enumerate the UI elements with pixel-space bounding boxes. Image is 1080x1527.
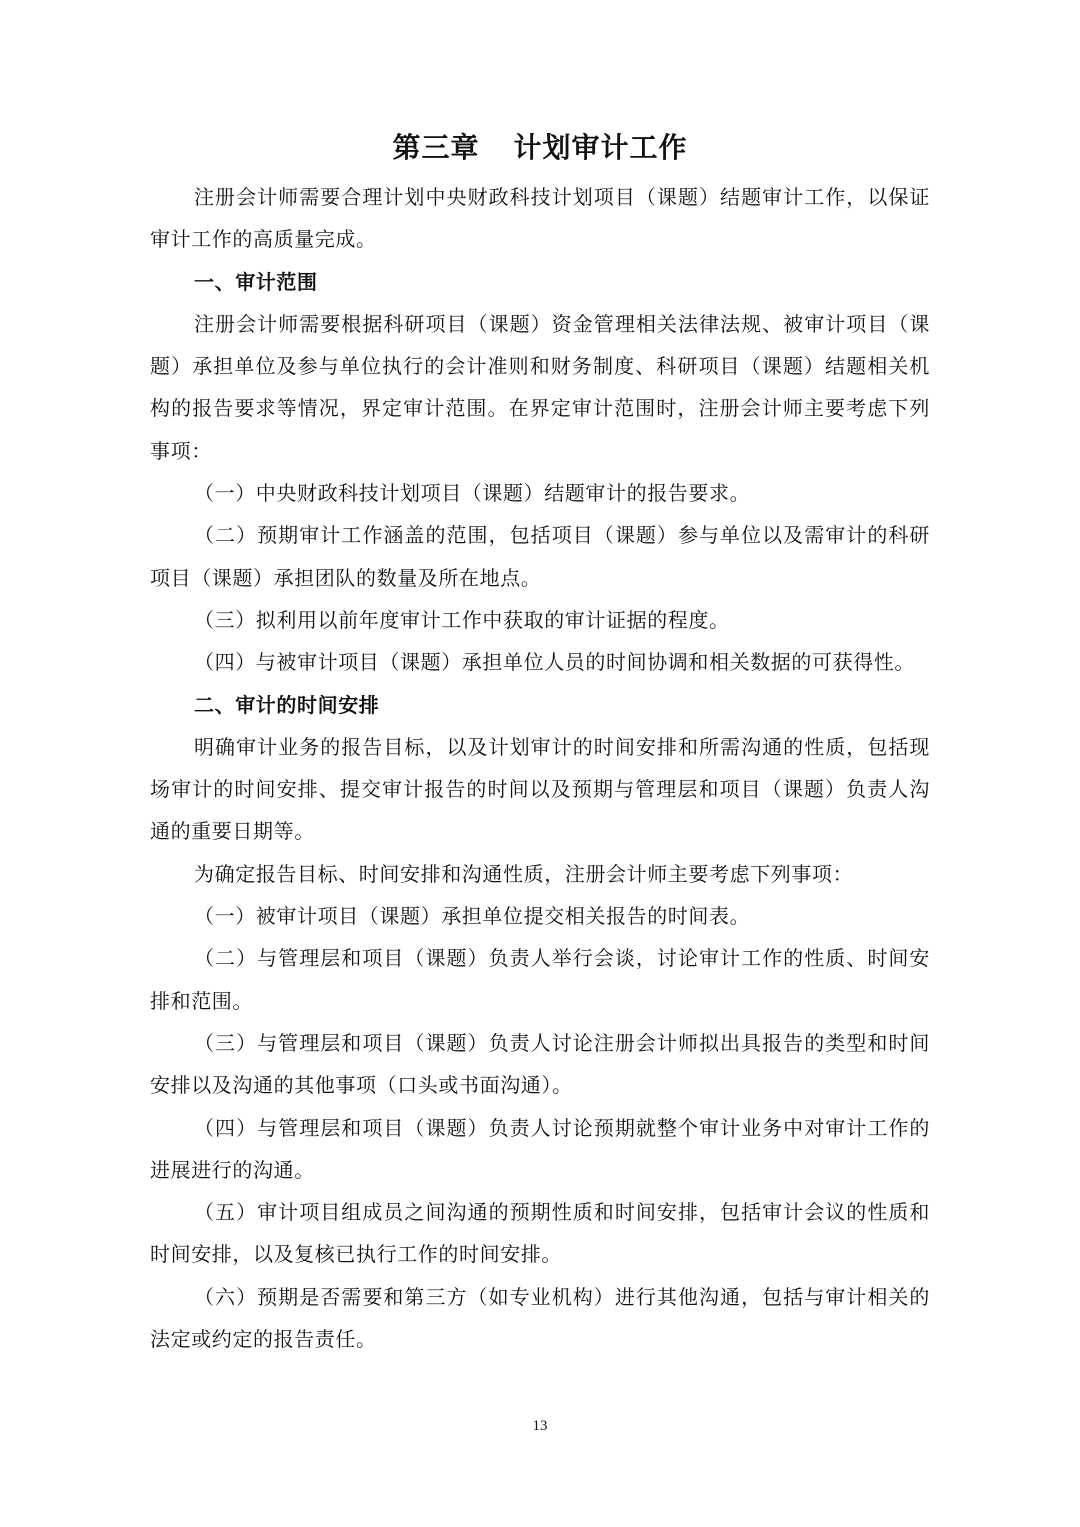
scope-item-1: （一）中央财政科技计划项目（课题）结题审计的报告要求。 [194,481,751,506]
timing-item-2: （二）与管理层和项目（课题）负责人举行会谈，讨论审计工作的性质、时间安排和范围。 [150,946,930,1013]
timing-item-6: （六）预期是否需要和第三方（如专业机构）进行其他沟通，包括与审计相关的法定或约定的报告责任。 [150,1284,930,1352]
page-content [150,126,930,1360]
section-heading-audit-scope: 一、审计范围 [194,269,318,294]
section-heading-audit-timing: 二、审计的时间安排 [194,692,380,717]
timing-paragraph-1: 明确审计业务的报告目标，以及计划审计的时间安排和所需沟通的性质，包括现场审计的时间安排、提交审计报告的时间以及预期与管理层和项目（课题）负责人沟通的重要日期等。 [150,734,930,844]
chapter-name: 计划审计工作 [513,131,688,164]
scope-item-4: （四）与被审计项目（课题）承担单位人员的时间协调和相关数据的可获得性。 [194,650,915,675]
timing-item-5: （五）审计项目组成员之间沟通的预期性质和时间安排，包括审计会议的性质和时间安排，以及复核已执行工作的时间安排。 [150,1200,930,1267]
timing-item-3: （三）与管理层和项目（课题）负责人讨论注册会计师拟出具报告的类型和时间安排以及沟通的其他事项（口头或书面沟通）。 [150,1030,930,1098]
timing-paragraph-2: 为确定报告目标、时间安排和沟通性质，注册会计师主要考虑下列事项： [194,861,854,886]
intro-paragraph: 注册会计师需要合理计划中央财政科技计划项目（课题）结题审计工作，以保证审计工作的高质量完成。 [150,185,930,252]
page-number: 13 [532,1418,548,1434]
scope-paragraph: 注册会计师需要根据科研项目（课题）资金管理相关法律法规、被审计项目（课题）承担单位及参与单位执行的会计准则和财务制度、科研项目（课题）结题相关机构的报告要求等情况，界定审计范围。在界定审计范围时，注册会计师主要考虑下列事项： [150,311,930,463]
chapter-title [150,126,930,170]
timing-item-4: （四）与管理层和项目（课题）负责人讨论预期就整个审计业务中对审计工作的进展进行的沟通。 [150,1115,930,1182]
scope-item-2: （二）预期审计工作涵盖的范围，包括项目（课题）参与单位以及需审计的科研项目（课题）承担团队的数量及所在地点。 [150,523,930,590]
scope-item-3: （三）拟利用以前年度审计工作中获取的审计证据的程度。 [194,607,730,632]
timing-item-1: （一）被审计项目（课题）承担单位提交相关报告的时间表。 [194,904,751,929]
chapter-number: 第三章 [392,131,480,164]
